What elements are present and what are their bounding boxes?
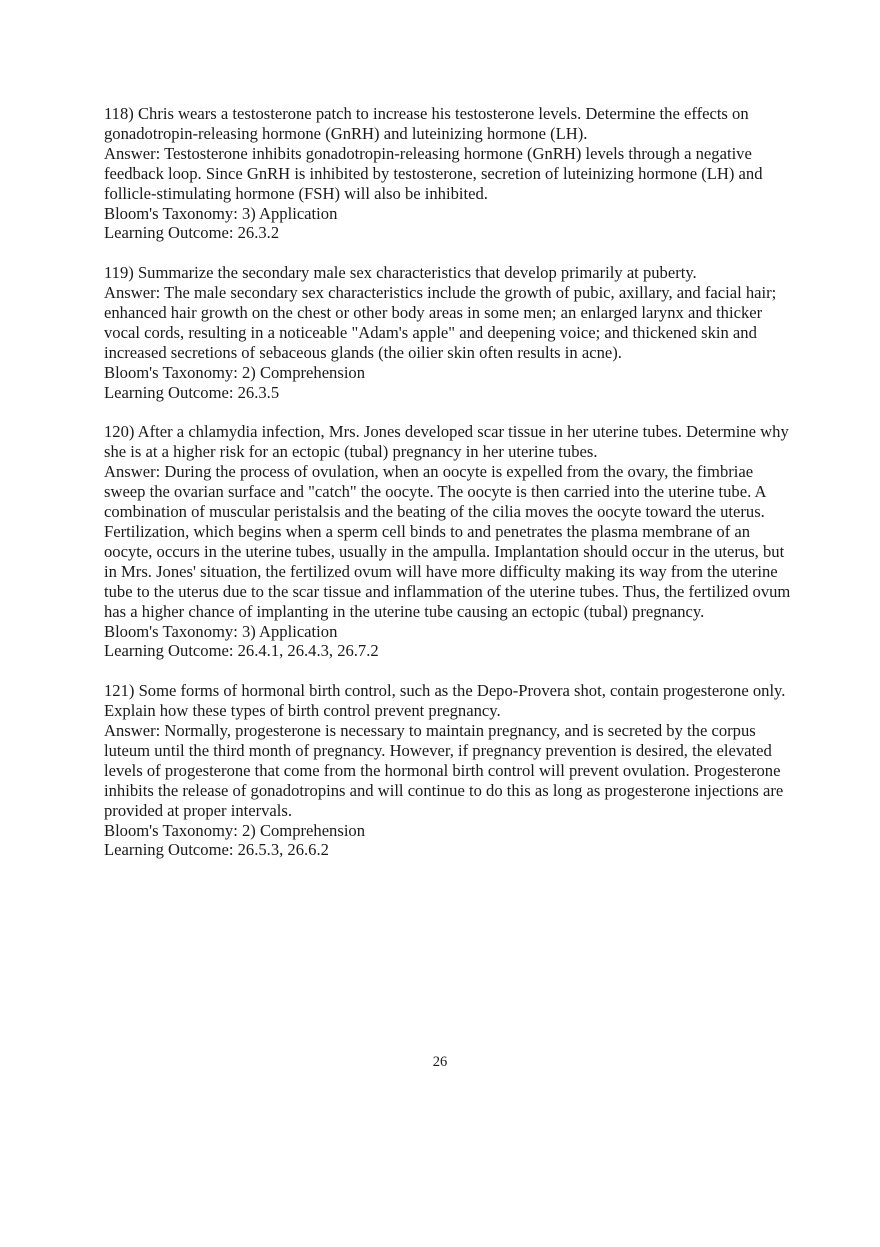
question-119	[104, 263, 794, 402]
learning-outcome: Learning Outcome: 26.5.3, 26.6.2	[104, 840, 329, 860]
question-121	[104, 681, 794, 860]
question-120	[104, 422, 794, 661]
document-page	[104, 104, 794, 880]
question-prompt: 118) Chris wears a testosterone patch to increase his testosterone levels. Determine the effects on gonadotropin-releasing hormone (GnRH) and luteinizing hormone (LH).	[104, 104, 749, 143]
question-answer-continued: Fertilization, which begins when a sperm cell binds to and penetrates the plasma membrane of an oocyte, occurs in the uterine tubes, usually in the ampulla. Implantation should occur in the uterus, but in Mrs. Jones' situation, the fertilized ovum will have more difficulty making its way from the uterine tube to the uterus due to the scar tissue and inflammation of the uterine tubes. Thus, the fertilized ovum has a higher chance of implanting in the uterine tube causing an ectopic (tubal) pregnancy.	[104, 522, 791, 621]
question-prompt: 119) Summarize the secondary male sex characteristics that develop primarily at puberty.	[104, 263, 697, 283]
learning-outcome: Learning Outcome: 26.3.5	[104, 382, 280, 402]
question-answer: Answer: The male secondary sex characteristics include the growth of pubic, axillary, and facial hair; enhanced hair growth on the chest or other body areas in some men; an enlarged larynx and thicker vocal cords, resulting in a noticeable "Adam's apple" and deepening voice; and thickened skin and increased secretions of sebaceous glands (the oilier skin often results in acne).	[104, 283, 777, 362]
bloom-taxonomy: Bloom's Taxonomy: 2) Comprehension	[104, 362, 366, 382]
bloom-taxonomy: Bloom's Taxonomy: 2) Comprehension	[104, 820, 366, 840]
question-118	[104, 104, 794, 243]
learning-outcome: Learning Outcome: 26.3.2	[104, 223, 280, 243]
learning-outcome: Learning Outcome: 26.4.1, 26.4.3, 26.7.2	[104, 641, 379, 661]
question-prompt: 121) Some forms of hormonal birth control, such as the Depo-Provera shot, contain progesterone only. Explain how these types of birth control prevent pregnancy.	[104, 681, 786, 721]
question-answer: Answer: Testosterone inhibits gonadotropin-releasing hormone (GnRH) levels through a negative feedback loop. Since GnRH is inhibited by testosterone, secretion of luteinizing hormone (LH) and follicle-stimulating hormone (FSH) will also be inhibited.	[104, 143, 763, 203]
page-number: 26	[432, 1054, 448, 1070]
bloom-taxonomy: Bloom's Taxonomy: 3) Application	[104, 203, 338, 223]
question-prompt: 120) After a chlamydia infection, Mrs. Jones developed scar tissue in her uterine tubes. Determine why she is at a higher risk for an ectopic (tubal) pregnancy in her uterine tubes.	[104, 422, 789, 462]
question-answer: Answer: During the process of ovulation, when an oocyte is expelled from the ovary, the fimbriae sweep the ovarian surface and "catch" the oocyte. The oocyte is then carried into the uterine tube. A combination of muscular peristalsis and the beating of the cilia moves the oocyte toward the uterus.	[104, 462, 766, 522]
bloom-taxonomy: Bloom's Taxonomy: 3) Application	[104, 621, 338, 641]
question-answer: Answer: Normally, progesterone is necessary to maintain pregnancy, and is secreted by the corpus luteum until the third month of pregnancy. However, if pregnancy prevention is desired, the elevated levels of progesterone that come from the hormonal birth control will prevent ovulation. Progesterone inhibits the release of gonadotropins and will continue to do this as long as progesterone injections are provided at proper intervals.	[104, 721, 784, 820]
